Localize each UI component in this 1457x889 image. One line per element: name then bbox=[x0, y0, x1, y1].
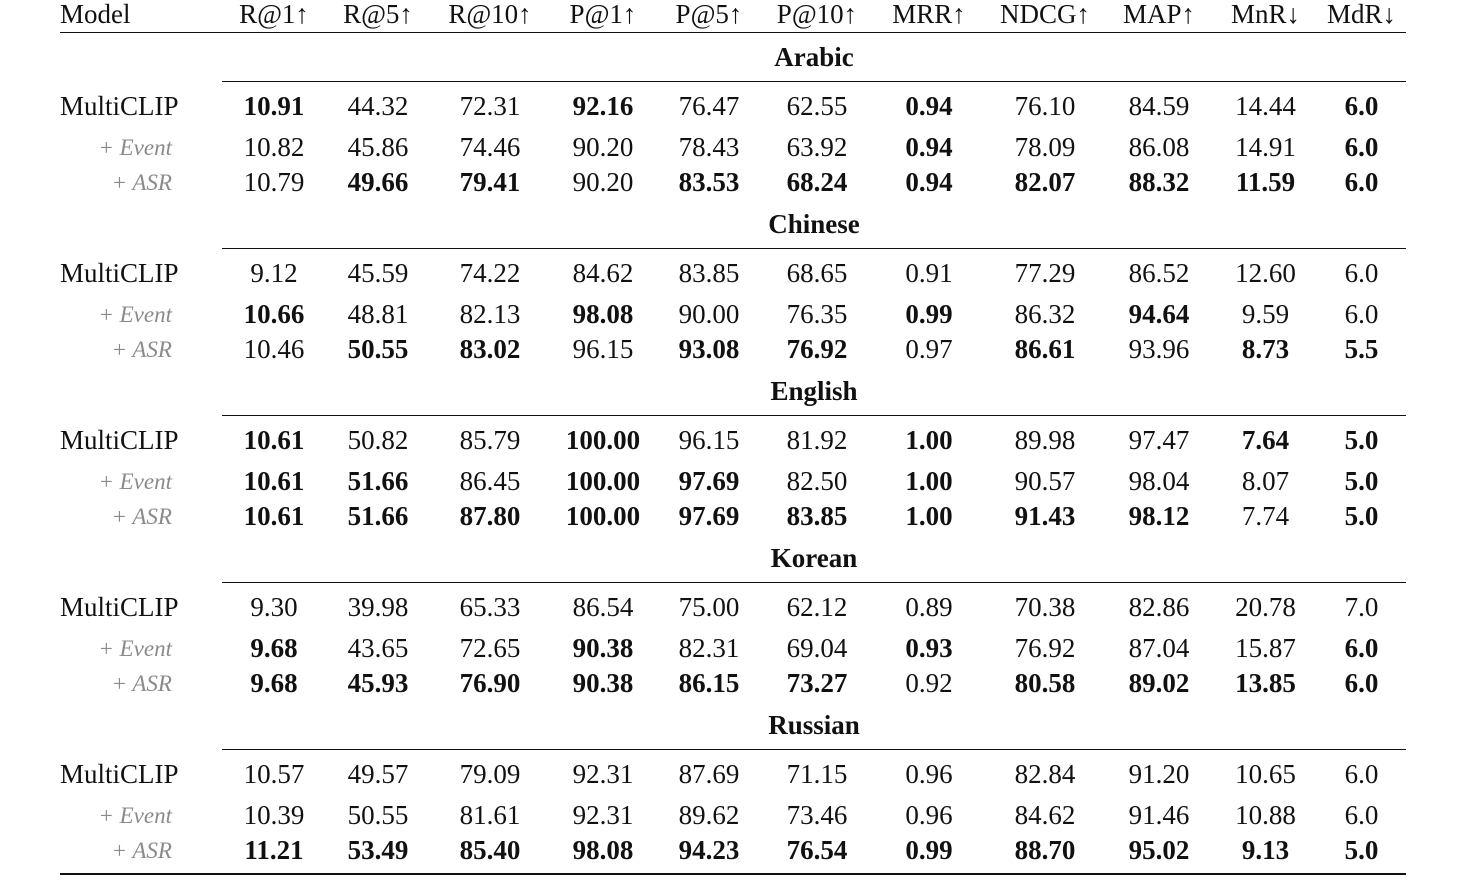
cell-ndcg: 86.61 bbox=[1014, 334, 1076, 364]
model-name: MultiCLIP bbox=[60, 759, 179, 789]
cell-mnr: 15.87 bbox=[1235, 633, 1296, 663]
cell-mrr: 0.99 bbox=[905, 299, 953, 329]
cell-p5: 82.31 bbox=[678, 633, 740, 663]
cell-mrr: 0.96 bbox=[905, 759, 953, 789]
header-model: Model bbox=[60, 0, 131, 29]
header-p1: P@1↑ bbox=[569, 0, 637, 29]
header-mnr: MnR↓ bbox=[1230, 0, 1301, 29]
cell-r10: 82.13 bbox=[459, 299, 521, 329]
cell-p1: 100.00 bbox=[565, 466, 641, 496]
cell-r5: 43.65 bbox=[347, 633, 409, 663]
header-mdr: MdR↓ bbox=[1326, 0, 1397, 29]
cell-map: 82.86 bbox=[1128, 592, 1190, 622]
cell-p10: 76.54 bbox=[762, 833, 872, 874]
cell-mdr: 6.0 bbox=[1344, 800, 1379, 830]
cell-p1: 100.00 bbox=[565, 501, 641, 531]
table-row bbox=[60, 583, 1406, 632]
cell-mrr: 0.96 bbox=[905, 800, 953, 830]
cell-r1: 10.61 bbox=[243, 425, 305, 455]
cell-ndcg: 86.32 bbox=[1014, 299, 1076, 329]
language-label: English bbox=[222, 367, 1406, 416]
cell-r5: 39.98 bbox=[347, 592, 409, 622]
variant-name: + ASR bbox=[111, 504, 172, 529]
cell-mdr: 6.0 bbox=[1344, 258, 1379, 288]
model-name: MultiCLIP bbox=[60, 91, 179, 121]
cell-ndcg: 76.10 bbox=[1014, 91, 1076, 121]
section-korean bbox=[60, 534, 1406, 701]
cell-r10: 76.90 bbox=[459, 668, 521, 698]
model-name: MultiCLIP bbox=[60, 258, 179, 288]
cell-p1: 98.08 bbox=[550, 833, 656, 874]
table-row bbox=[60, 666, 1406, 701]
cell-p1: 92.16 bbox=[572, 91, 634, 121]
cell-ndcg: 89.98 bbox=[1014, 425, 1076, 455]
cell-p1: 96.15 bbox=[572, 334, 634, 364]
cell-r10: 74.22 bbox=[459, 258, 521, 288]
cell-r10: 85.40 bbox=[430, 833, 550, 874]
cell-p5: 96.15 bbox=[678, 425, 740, 455]
cell-r5: 48.81 bbox=[347, 299, 409, 329]
cell-mrr: 1.00 bbox=[905, 425, 953, 455]
language-spacer bbox=[60, 33, 222, 82]
cell-p10: 68.24 bbox=[786, 167, 848, 197]
cell-map: 89.02 bbox=[1128, 668, 1190, 698]
cell-p10: 68.65 bbox=[786, 258, 848, 288]
header-p5: P@5↑ bbox=[675, 0, 743, 29]
language-header-row bbox=[60, 534, 1406, 583]
language-label: Russian bbox=[222, 701, 1406, 750]
cell-mrr: 0.91 bbox=[905, 258, 953, 288]
table-row bbox=[60, 297, 1406, 332]
cell-r10: 72.65 bbox=[459, 633, 521, 663]
cell-p10: 63.92 bbox=[786, 132, 848, 162]
cell-p5: 94.23 bbox=[656, 833, 762, 874]
cell-ndcg: 84.62 bbox=[1014, 800, 1076, 830]
model-name: MultiCLIP bbox=[60, 425, 179, 455]
cell-mdr: 6.0 bbox=[1344, 167, 1379, 197]
cell-mnr: 9.59 bbox=[1241, 299, 1290, 329]
variant-name: + Event bbox=[98, 636, 172, 661]
language-spacer bbox=[60, 367, 222, 416]
cell-map: 84.59 bbox=[1128, 91, 1190, 121]
variant-name: + ASR bbox=[111, 671, 172, 696]
cell-mnr: 7.64 bbox=[1241, 425, 1290, 455]
cell-mrr: 0.93 bbox=[905, 633, 953, 663]
cell-mnr: 12.60 bbox=[1235, 258, 1296, 288]
cell-mnr: 8.73 bbox=[1241, 334, 1290, 364]
cell-ndcg: 80.58 bbox=[1014, 668, 1076, 698]
cell-map: 93.96 bbox=[1128, 334, 1190, 364]
variant-name: + ASR bbox=[111, 170, 172, 195]
language-spacer bbox=[60, 534, 222, 583]
results-table bbox=[60, 0, 1406, 875]
table-row bbox=[60, 631, 1406, 666]
cell-mnr: 13.85 bbox=[1235, 668, 1296, 698]
cell-mdr: 6.0 bbox=[1344, 132, 1379, 162]
cell-mrr: 0.89 bbox=[905, 592, 953, 622]
cell-p10: 73.46 bbox=[786, 800, 848, 830]
cell-p5: 83.85 bbox=[678, 258, 740, 288]
cell-r10: 83.02 bbox=[459, 334, 521, 364]
cell-mdr: 7.0 bbox=[1344, 592, 1379, 622]
cell-ndcg: 82.07 bbox=[1014, 167, 1076, 197]
cell-mdr: 6.0 bbox=[1344, 91, 1379, 121]
header-map: MAP↑ bbox=[1122, 0, 1196, 29]
cell-mdr: 6.0 bbox=[1344, 299, 1379, 329]
variant-name: + Event bbox=[98, 302, 172, 327]
cell-map: 91.46 bbox=[1128, 800, 1190, 830]
cell-ndcg: 91.43 bbox=[1014, 501, 1076, 531]
cell-mdr: 6.0 bbox=[1344, 668, 1379, 698]
variant-name: + ASR bbox=[111, 337, 172, 362]
cell-r1: 10.91 bbox=[243, 91, 305, 121]
table-row bbox=[60, 82, 1406, 131]
cell-r5: 45.93 bbox=[347, 668, 409, 698]
table-row bbox=[60, 833, 1406, 874]
cell-r5: 51.66 bbox=[347, 466, 409, 496]
cell-ndcg: 77.29 bbox=[1014, 258, 1076, 288]
header-r1: R@1↑ bbox=[239, 0, 309, 29]
section-chinese bbox=[60, 200, 1406, 367]
table-row bbox=[60, 499, 1406, 534]
language-header-row bbox=[60, 33, 1406, 82]
cell-mrr: 0.94 bbox=[905, 91, 953, 121]
cell-map: 95.02 bbox=[1104, 833, 1214, 874]
cell-ndcg: 76.92 bbox=[1014, 633, 1076, 663]
language-spacer bbox=[60, 200, 222, 249]
cell-mdr: 6.0 bbox=[1344, 633, 1379, 663]
language-spacer bbox=[60, 701, 222, 750]
cell-r5: 49.66 bbox=[347, 167, 409, 197]
cell-r10: 79.09 bbox=[459, 759, 521, 789]
cell-map: 98.04 bbox=[1128, 466, 1190, 496]
cell-r10: 72.31 bbox=[459, 91, 521, 121]
cell-p5: 97.69 bbox=[678, 466, 740, 496]
cell-p5: 76.47 bbox=[678, 91, 740, 121]
cell-map: 86.52 bbox=[1128, 258, 1190, 288]
cell-mrr: 0.97 bbox=[905, 334, 953, 364]
cell-mdr: 5.0 bbox=[1344, 501, 1379, 531]
variant-name: + ASR bbox=[60, 833, 222, 874]
table-row bbox=[60, 464, 1406, 499]
cell-p10: 69.04 bbox=[786, 633, 848, 663]
cell-p1: 90.20 bbox=[572, 167, 634, 197]
cell-mnr: 11.59 bbox=[1235, 167, 1296, 197]
cell-map: 98.12 bbox=[1128, 501, 1190, 531]
cell-r1: 10.46 bbox=[243, 334, 305, 364]
cell-r1: 10.61 bbox=[243, 501, 305, 531]
language-header-row bbox=[60, 701, 1406, 750]
cell-p1: 90.38 bbox=[572, 633, 634, 663]
cell-r10: 81.61 bbox=[459, 800, 521, 830]
cell-p10: 62.55 bbox=[786, 91, 848, 121]
cell-p1: 90.20 bbox=[572, 132, 634, 162]
cell-r5: 45.86 bbox=[347, 132, 409, 162]
cell-mdr: 5.0 bbox=[1317, 833, 1406, 874]
section-russian bbox=[60, 701, 1406, 874]
cell-p1: 92.31 bbox=[572, 759, 634, 789]
cell-mrr: 0.94 bbox=[905, 132, 953, 162]
variant-name: + Event bbox=[98, 803, 172, 828]
cell-p10: 83.85 bbox=[786, 501, 848, 531]
cell-mnr: 14.44 bbox=[1235, 91, 1296, 121]
language-label: Korean bbox=[222, 534, 1406, 583]
table-row bbox=[60, 416, 1406, 465]
header-p10: P@10↑ bbox=[776, 0, 858, 29]
cell-mrr: 0.99 bbox=[872, 833, 986, 874]
cell-p10: 71.15 bbox=[786, 759, 848, 789]
cell-mrr: 0.92 bbox=[905, 668, 953, 698]
cell-mnr: 7.74 bbox=[1241, 501, 1290, 531]
cell-r10: 79.41 bbox=[459, 167, 521, 197]
cell-r1: 10.57 bbox=[243, 759, 305, 789]
cell-map: 88.32 bbox=[1128, 167, 1190, 197]
cell-p1: 92.31 bbox=[572, 800, 634, 830]
cell-r5: 44.32 bbox=[347, 91, 409, 121]
cell-p5: 90.00 bbox=[678, 299, 740, 329]
cell-p1: 90.38 bbox=[572, 668, 634, 698]
cell-p10: 73.27 bbox=[786, 668, 848, 698]
cell-p5: 87.69 bbox=[678, 759, 740, 789]
table-row bbox=[60, 249, 1406, 298]
cell-mnr: 9.13 bbox=[1214, 833, 1317, 874]
cell-ndcg: 88.70 bbox=[986, 833, 1104, 874]
cell-map: 94.64 bbox=[1128, 299, 1190, 329]
language-header-row bbox=[60, 367, 1406, 416]
cell-r1: 9.68 bbox=[250, 668, 298, 698]
section-english bbox=[60, 367, 1406, 534]
cell-mdr: 5.0 bbox=[1344, 425, 1379, 455]
cell-p5: 97.69 bbox=[678, 501, 740, 531]
language-label: Chinese bbox=[222, 200, 1406, 249]
cell-r1: 10.61 bbox=[243, 466, 305, 496]
cell-map: 86.08 bbox=[1128, 132, 1190, 162]
variant-name: + Event bbox=[98, 135, 172, 160]
header-row bbox=[60, 0, 1406, 33]
table-row bbox=[60, 332, 1406, 367]
cell-r1: 9.30 bbox=[250, 592, 298, 622]
cell-r5: 50.82 bbox=[347, 425, 409, 455]
cell-r1: 9.68 bbox=[250, 633, 298, 663]
model-name: MultiCLIP bbox=[60, 592, 179, 622]
cell-mrr: 0.94 bbox=[905, 167, 953, 197]
cell-r5: 51.66 bbox=[347, 501, 409, 531]
cell-p10: 82.50 bbox=[786, 466, 848, 496]
cell-map: 91.20 bbox=[1128, 759, 1190, 789]
cell-mnr: 10.88 bbox=[1235, 800, 1296, 830]
cell-mnr: 8.07 bbox=[1241, 466, 1290, 496]
header-r10: R@10↑ bbox=[448, 0, 532, 29]
cell-r1: 9.12 bbox=[250, 258, 298, 288]
header-mrr: MRR↑ bbox=[892, 0, 966, 29]
cell-r10: 86.45 bbox=[459, 466, 521, 496]
cell-r5: 45.59 bbox=[347, 258, 409, 288]
cell-r10: 85.79 bbox=[459, 425, 521, 455]
language-header-row bbox=[60, 200, 1406, 249]
cell-mrr: 1.00 bbox=[905, 466, 953, 496]
cell-mnr: 20.78 bbox=[1235, 592, 1296, 622]
cell-p10: 76.92 bbox=[786, 334, 848, 364]
cell-p1: 100.00 bbox=[565, 425, 641, 455]
header-r5: R@5↑ bbox=[343, 0, 413, 29]
cell-p5: 78.43 bbox=[678, 132, 740, 162]
cell-r10: 65.33 bbox=[459, 592, 521, 622]
header-ndcg: NDCG↑ bbox=[999, 0, 1090, 29]
cell-r5: 50.55 bbox=[347, 334, 409, 364]
cell-mdr: 6.0 bbox=[1344, 759, 1379, 789]
cell-p1: 98.08 bbox=[572, 299, 634, 329]
table-row bbox=[60, 750, 1406, 799]
cell-p10: 76.35 bbox=[786, 299, 848, 329]
cell-r1: 10.79 bbox=[243, 167, 305, 197]
cell-r10: 74.46 bbox=[459, 132, 521, 162]
cell-p5: 83.53 bbox=[678, 167, 740, 197]
section-arabic bbox=[60, 33, 1406, 201]
table-row bbox=[60, 165, 1406, 200]
cell-mrr: 1.00 bbox=[905, 501, 953, 531]
cell-r1: 10.66 bbox=[243, 299, 305, 329]
cell-p10: 81.92 bbox=[786, 425, 848, 455]
variant-name: + Event bbox=[98, 469, 172, 494]
cell-ndcg: 82.84 bbox=[1014, 759, 1076, 789]
cell-r5: 49.57 bbox=[347, 759, 409, 789]
cell-p1: 86.54 bbox=[572, 592, 634, 622]
cell-p1: 84.62 bbox=[572, 258, 634, 288]
cell-map: 97.47 bbox=[1128, 425, 1190, 455]
cell-p5: 93.08 bbox=[678, 334, 740, 364]
table-row bbox=[60, 798, 1406, 833]
cell-ndcg: 90.57 bbox=[1014, 466, 1076, 496]
cell-r10: 87.80 bbox=[459, 501, 521, 531]
cell-map: 87.04 bbox=[1128, 633, 1190, 663]
cell-r1: 11.21 bbox=[222, 833, 326, 874]
cell-p10: 62.12 bbox=[786, 592, 848, 622]
cell-mnr: 10.65 bbox=[1235, 759, 1296, 789]
cell-p5: 89.62 bbox=[678, 800, 740, 830]
table-row bbox=[60, 130, 1406, 165]
cell-ndcg: 78.09 bbox=[1014, 132, 1076, 162]
cell-p5: 86.15 bbox=[678, 668, 740, 698]
cell-ndcg: 70.38 bbox=[1014, 592, 1076, 622]
cell-mdr: 5.5 bbox=[1344, 334, 1379, 364]
cell-p5: 75.00 bbox=[678, 592, 740, 622]
cell-r5: 53.49 bbox=[326, 833, 430, 874]
cell-r1: 10.39 bbox=[243, 800, 305, 830]
cell-r5: 50.55 bbox=[347, 800, 409, 830]
cell-mdr: 5.0 bbox=[1344, 466, 1379, 496]
cell-mnr: 14.91 bbox=[1235, 132, 1296, 162]
cell-r1: 10.82 bbox=[243, 132, 305, 162]
language-label: Arabic bbox=[222, 33, 1406, 82]
